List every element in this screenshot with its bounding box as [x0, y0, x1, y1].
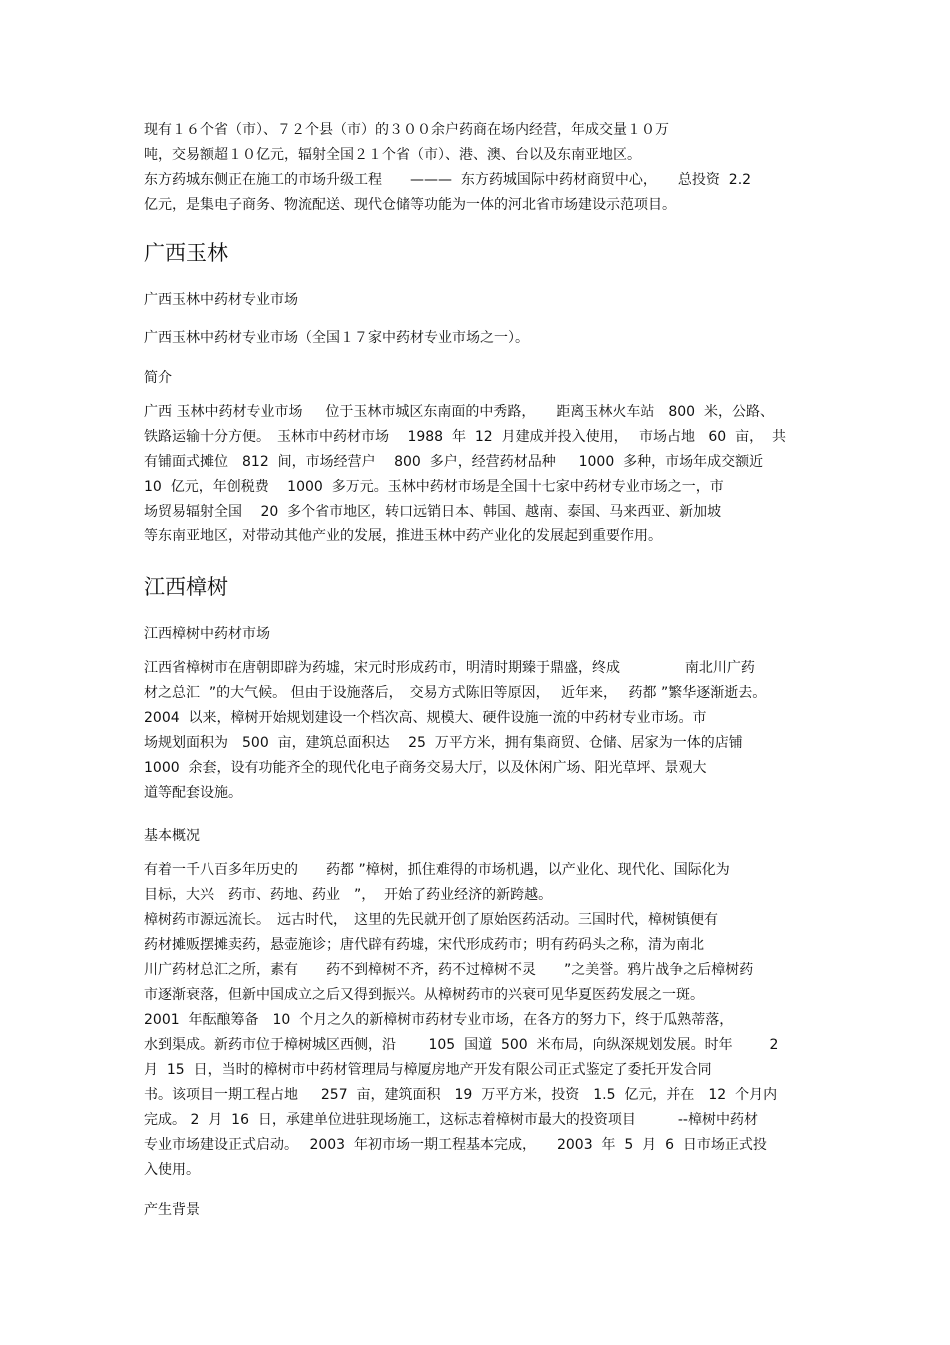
paragraph-line: 现有１６个省（市）、７２个县（市）的３００余户药商在场内经营，年成交量１０万: [144, 122, 669, 138]
paragraph-line: 1000 余套，设有功能齐全的现代化电子商务交易大厅，以及休闲广场、阳光草坪、景观大: [144, 760, 707, 776]
paragraph-line: 广西 玉林中药材专业市场 位于玉林市城区东南面的中秀路， 距离玉林火车站 800 米，公路、: [144, 404, 774, 420]
paragraph-line: 亿元，是集电子商务、物流配送、现代仓储等功能为一体的河北省市场建设示范项目。: [144, 197, 676, 213]
paragraph-line: 目标，大兴 药市、药地、药业 ”， 开始了药业经济的新跨越。: [144, 887, 553, 903]
label-overview: 基本概况: [144, 828, 200, 844]
paragraph-line: 月 15 日，当时的樟树市中药材管理局与樟厦房地产开发有限公司正式鉴定了委托开发合同: [144, 1062, 712, 1078]
subheading-yulin-market: 广西玉林中药材专业市场: [144, 292, 298, 308]
paragraph-line: 市逐渐衰落，但新中国成立之后又得到振兴。从樟树药市的兴衰可见华夏医药发展之一斑。: [144, 987, 704, 1003]
paragraph-line: 吨，交易额超１０亿元，辐射全国２１个省（市）、港、澳、台以及东南亚地区。: [144, 147, 641, 163]
paragraph-line: 入使用。: [144, 1162, 200, 1178]
paragraph-line: 等东南亚地区，对带动其他产业的发展，推进玉林中药产业化的发展起到重要作用。: [144, 528, 662, 544]
section-heading-zhangshu: 江西樟树: [144, 575, 228, 599]
paragraph-line: 有着一千八百多年历史的 药都 ”樟树，抓住难得的市场机遇，以产业化、现代化、国际化为: [144, 862, 730, 878]
paragraph-line: 材之总汇 ”的大气候。 但由于设施落后， 交易方式陈旧等原因， 近年来， 药都 ”繁华逐渐逝去。: [144, 685, 767, 701]
paragraph-line: 广西玉林中药材专业市场（全国１７家中药材专业市场之一）。: [144, 330, 529, 346]
paragraph-line: 完成。 2 月 16 日，承建单位进驻现场施工，这标志着樟树市最大的投资项目 --樟树中药材: [144, 1112, 758, 1128]
paragraph-line: 2001 年酝酿筹备 10 个月之久的新樟树市药材专业市场，在各方的努力下，终于瓜熟蒂落，: [144, 1012, 734, 1028]
paragraph-line: 药材摊贩摆摊卖药，悬壶施诊；唐代辟有药墟，宋代形成药市；明有药码头之称，清为南北: [144, 937, 704, 953]
paragraph-line: 东方药城东侧正在施工的市场升级工程 ——— 东方药城国际中药材商贸中心， 总投资 2.2: [144, 172, 752, 188]
paragraph-line: 10 亿元，年创税费 1000 多万元。玉林中药材市场是全国十七家中药材专业市场之一，市: [144, 479, 724, 495]
section-heading-yulin: 广西玉林: [144, 241, 228, 265]
paragraph-line: 有铺面式摊位 812 间，市场经营户 800 多户，经营药材品种 1000 多种，市场年成交额近: [144, 454, 764, 470]
paragraph-line: 江西省樟树市在唐朝即辟为药墟，宋元时形成药市，明清时期臻于鼎盛，终成 南北川广药: [144, 660, 755, 676]
paragraph-line: 道等配套设施。: [144, 785, 242, 801]
paragraph-line: 2004 以来，樟树开始规划建设一个档次高、规模大、硬件设施一流的中药材专业市场。市: [144, 710, 707, 726]
paragraph-line: 水到渠成。新药市位于樟树城区西侧，沿 105 国道 500 米布局，向纵深规划发展。时年 2: [144, 1037, 779, 1053]
paragraph-line: 书。该项目一期工程占地 257 亩，建筑面积 19 万平方米，投资 1.5 亿元，并在 12 个月内: [144, 1087, 778, 1103]
paragraph-line: 专业市场建设正式启动。 2003 年初市场一期工程基本完成， 2003 年 5 月 6 日市场正式投: [144, 1137, 767, 1153]
label-background: 产生背景: [144, 1202, 200, 1218]
paragraph-line: 场贸易辐射全国 20 多个省市地区，转口远销日本、韩国、越南、泰国、马来西亚、新加坡: [144, 504, 722, 520]
subheading-zhangshu-market: 江西樟树中药材市场: [144, 626, 270, 642]
paragraph-line: 川广药材总汇之所，素有 药不到樟树不齐，药不过樟树不灵 ”之美誉。鸦片战争之后樟树药: [144, 962, 754, 978]
paragraph-line: 樟树药市源远流长。 远古时代， 这里的先民就开创了原始医药活动。三国时代，樟树镇便有: [144, 912, 718, 928]
paragraph-line: 场规划面积为 500 亩，建筑总面积达 25 万平方米，拥有集商贸、仓储、居家为一体的店铺: [144, 735, 743, 751]
paragraph-line: 铁路运输十分方便。 玉林市中药材市场 1988 年 12 月建成并投入使用， 市场占地 60 亩， 共: [144, 429, 787, 445]
label-summary: 简介: [144, 370, 172, 386]
